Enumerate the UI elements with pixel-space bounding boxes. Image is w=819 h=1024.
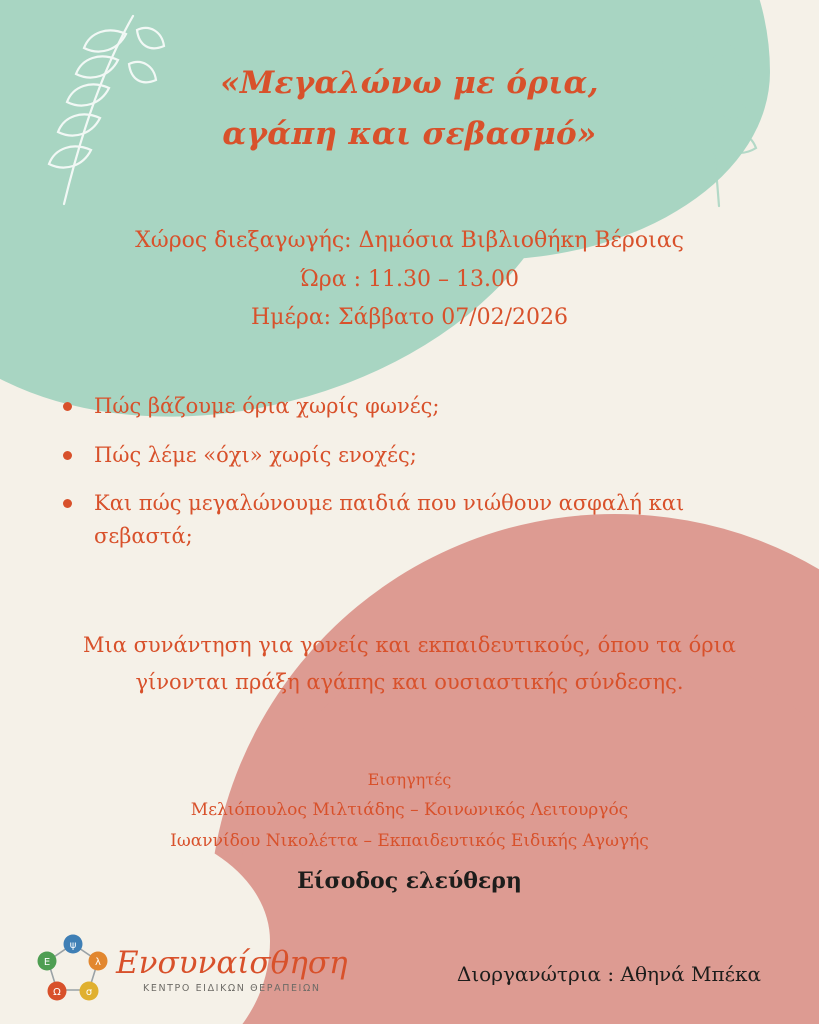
svg-text:λ: λ <box>95 957 101 968</box>
list-item <box>55 390 764 423</box>
organization-logo <box>34 934 348 1008</box>
poster-title-line1: «Μεγαλώνω με όρια, <box>220 65 599 101</box>
list-item <box>55 487 764 552</box>
bullet-dot-icon <box>63 451 72 460</box>
topics-list <box>55 390 764 568</box>
speakers-heading: Εισηγητές <box>367 770 452 789</box>
organizer-note: Διοργανώτρια : Αθηνά Μπέκα <box>456 962 761 986</box>
logo-mark-icon <box>34 934 112 1008</box>
speaker-name: Ιωαννίδου Νικολέττα – Εκπαιδευτικός Ειδικής Αγωγής <box>170 831 649 852</box>
poster-title-line2: αγάπη και σεβασμό» <box>222 116 597 153</box>
event-details <box>0 222 819 338</box>
bullet-dot-icon <box>63 499 72 508</box>
description-paragraph: Μια συνάντηση για γονείς και εκπαιδευτικούς, όπου τα όρια γίνονται πράξη αγάπης και ουσιαστικής σύνδεσης. <box>83 633 736 694</box>
event-time: Ώρα : 11.30 – 13.00 <box>300 266 519 292</box>
event-day: Ημέρα: Σάββατο 07/02/2026 <box>251 305 568 330</box>
svg-text:σ: σ <box>85 987 93 998</box>
logo-name: Ενσυναίσθηση <box>116 945 348 982</box>
speakers-section <box>0 765 819 857</box>
list-item <box>55 439 764 472</box>
list-item-label: Και πώς μεγαλώνουμε παιδιά που νιώθουν ασφαλή και σεβαστά; <box>94 491 685 548</box>
svg-text:ψ: ψ <box>69 940 77 951</box>
speaker-name: Μελιόπουλος Μιλτιάδης – Κοινωνικός Λειτουργός <box>190 799 629 820</box>
bullet-dot-icon <box>63 402 72 411</box>
poster-title <box>0 58 819 160</box>
free-entry-note: Είσοδος ελεύθερη <box>297 868 522 894</box>
list-item-label: Πώς λέμε «όχι» χωρίς ενοχές; <box>94 442 417 467</box>
logo-subtitle: ΚΕΝΤΡΟ ΕΙΔΙΚΩΝ ΘΕΡΑΠΕΙΩΝ <box>143 983 321 995</box>
event-venue: Χώρος διεξαγωγής: Δημόσια Βιβλιοθήκη Βέροιας <box>135 228 684 253</box>
list-item-label: Πώς βάζουμε όρια χωρίς φωνές; <box>94 394 440 418</box>
svg-text:Ε: Ε <box>43 957 51 968</box>
svg-text:Ω: Ω <box>53 987 61 998</box>
logo-text <box>116 945 348 995</box>
